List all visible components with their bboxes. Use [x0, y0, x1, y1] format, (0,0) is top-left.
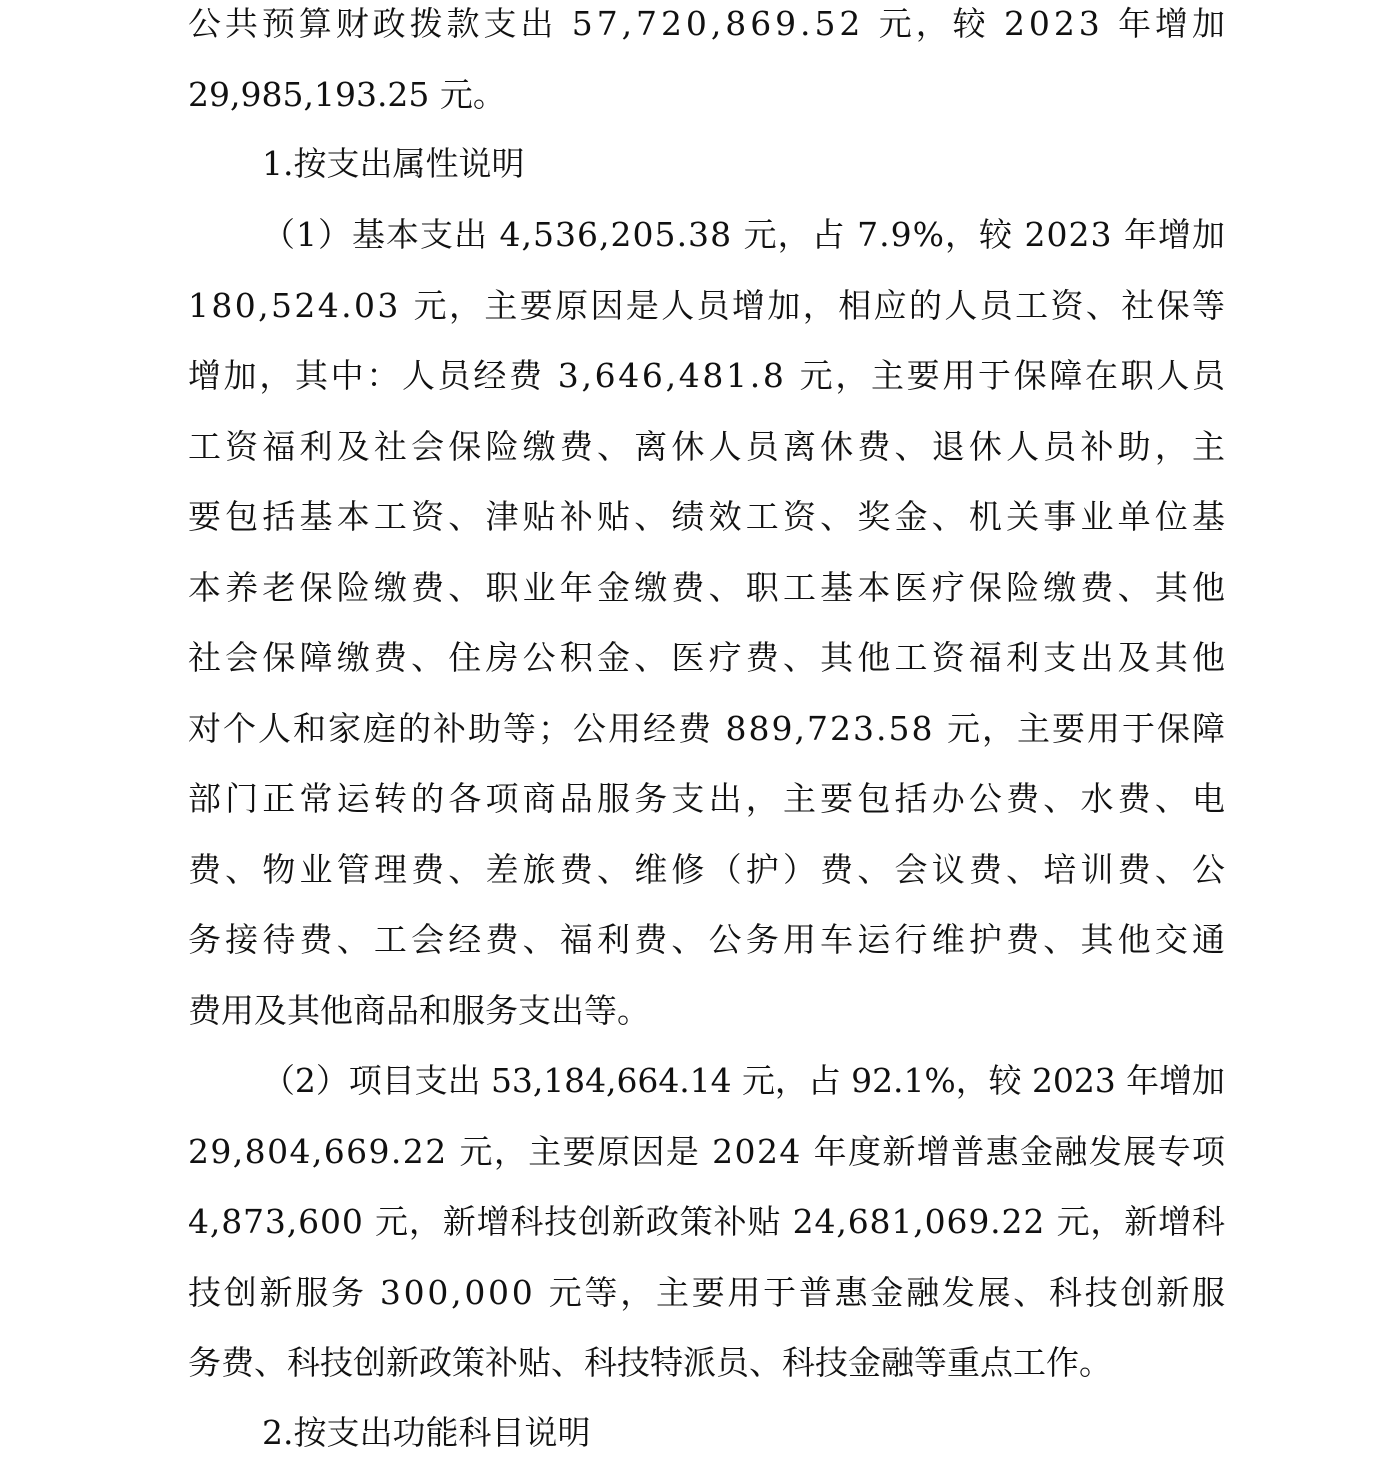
text-line: 增加，其中：人员经费 3,646,481.8 元，主要用于保障在职人员: [188, 356, 1228, 395]
text-line: 工资福利及社会保险缴费、离休人员离休费、退休人员补助，主: [188, 426, 1230, 466]
section-heading-2: 2.按支出功能科目说明: [262, 1413, 591, 1452]
text-line: 技创新服务 300,000 元等，主要用于普惠金融发展、科技创新服: [188, 1272, 1228, 1312]
document-page: [188, 0, 1230, 1456]
text-line: 180,524.03 元，主要原因是人员增加，相应的人员工资、社保等: [188, 285, 1228, 325]
text-line: 要包括基本工资、津贴补贴、绩效工资、奖金、机关事业单位基: [188, 497, 1230, 536]
text-line: 务费、科技创新政策补贴、科技特派员、科技金融等重点工作。: [188, 1343, 1112, 1382]
section-heading-1: 1.按支出属性说明: [262, 144, 525, 183]
text-line: 社会保障缴费、住房公积金、医疗费、其他工资福利支出及其他: [188, 638, 1230, 677]
text-line: 费用及其他商品和服务支出等。: [188, 990, 650, 1030]
text-line: 29,804,669.22 元，主要原因是 2024 年度新增普惠金融发展专项: [188, 1131, 1227, 1171]
text-line: 部门正常运转的各项商品服务支出，主要包括办公费、水费、电: [188, 779, 1230, 818]
text-line: 公共预算财政拨款支出 57,720,869.52 元，较 2023 年增加: [188, 4, 1229, 43]
text-line: 务接待费、工会经费、福利费、公务用车运行维护费、其他交通: [188, 920, 1230, 959]
paragraph-intro: [188, 0, 1229, 130]
text-line: （2）项目支出 53,184,664.14 元，占 92.1%，较 2023 年增加: [262, 1061, 1225, 1100]
text-line: 29,985,193.25 元。: [188, 74, 506, 114]
text-line: （1）基本支出 4,536,205.38 元，占 7.9%，较 2023 年增加: [262, 215, 1226, 254]
text-line: 费、物业管理费、差旅费、维修（护）费、会议费、培训费、公: [188, 849, 1230, 889]
text-line: 4,873,600 元，新增科技创新政策补贴 24,681,069.22 元，新增科: [188, 1202, 1226, 1241]
paragraph-basic-expenditure: [188, 200, 1230, 1046]
text-line: 本养老保险缴费、职业年金缴费、职工基本医疗保险缴费、其他: [188, 567, 1230, 607]
paragraph-project-expenditure: [188, 1046, 1228, 1399]
text-line: 对个人和家庭的补助等；公用经费 889,723.58 元，主要用于保障: [188, 708, 1227, 748]
